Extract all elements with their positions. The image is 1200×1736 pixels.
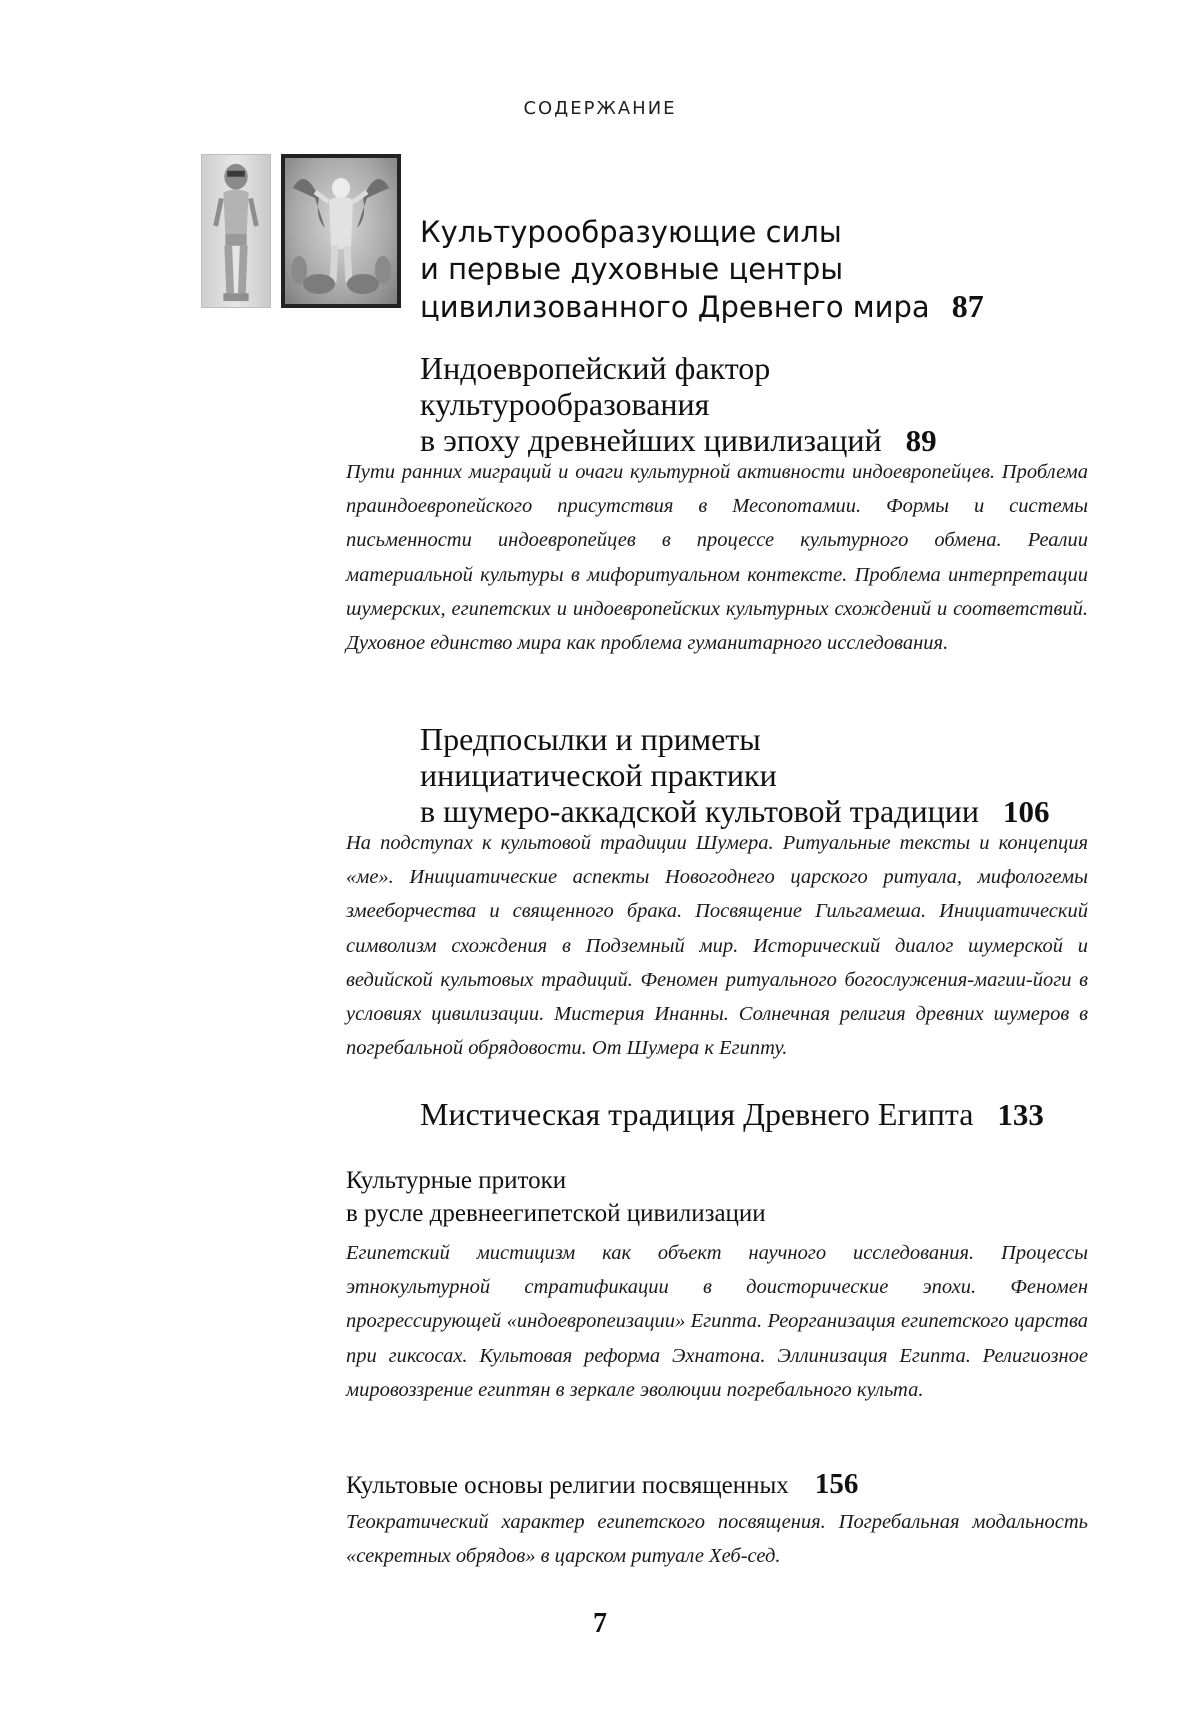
part-title-line: Культурообразующие силы: [420, 215, 842, 249]
chapter-page-number[interactable]: 89: [905, 423, 937, 458]
running-head: СОДЕРЖАНИЕ: [523, 98, 677, 119]
subsection-title-line: Культовые основы религии посвященных 156: [346, 1468, 859, 1500]
part-title: [420, 214, 1120, 326]
chapter-title-line: Мистическая традиция Древнего Египта 133: [420, 1096, 1044, 1132]
chapter-page-number[interactable]: 106: [1002, 794, 1050, 829]
chapter-title-line: инициатической практики: [420, 757, 777, 793]
chapter-title-line: в эпоху древнейших цивилизаций 89: [420, 422, 937, 458]
subsection-page-number[interactable]: 156: [814, 1468, 859, 1500]
subsection-title-line: в русле древнеегипетской цивилизации: [346, 1200, 766, 1227]
chapter-title-line: Предпосылки и приметы: [420, 721, 761, 757]
chapter-heading-1[interactable]: [420, 350, 937, 459]
chapter-abstract-1: Пути ранних миграций и очаги культурной активности индоевропейцев. Проблема праиндоевропейского присутствия в Месопотамии. Формы и системы письменности индоевропейцев в процессе культурного обмена. Реалии материальной культуры в мифоритуальном контексте. Проблема интерпретации шумерских, египетских и индоевропейских культурных схождений и соответствий. Духовное единство мира как проблема гуманитарного исследования.: [346, 461, 1088, 655]
chapter-page-number[interactable]: 133: [997, 1097, 1044, 1132]
figurine-illustration: [201, 154, 271, 308]
chapter-abstract-2: На подступах к культовой традиции Шумера. Ритуальные тексты и концепция «ме». Инициатические аспекты Новогоднего царского ритуала, мифологемы змееборчества и священного брака. Посвящение Гильгамеша. Инициатический символизм схождения в Подземный мир. Исторический диалог шумерской и ведийской культовых традиций. Феномен ритуального богослужения-магии-йоги в условиях цивилизации. Мистерия Инанны. Солнечная религия древних шумеров в погребальной обрядовости. От Шумера к Египту.: [346, 832, 1088, 1060]
chapter-title-line: в шумеро-аккадской культовой традиции 106: [420, 793, 1050, 829]
subsection-heading-2[interactable]: [346, 1468, 858, 1502]
part-title-line: и первые духовные центры: [420, 252, 844, 286]
chapter-heading-3[interactable]: [420, 1096, 1044, 1133]
subsection-title-line: Культурные притоки: [346, 1167, 567, 1194]
relief-illustration: [281, 154, 401, 308]
chapter-title-line: Индоевропейский фактор: [420, 350, 771, 386]
chapter-title-line: культурообразования: [420, 386, 710, 422]
page-number: 7: [593, 1608, 607, 1639]
chapter-heading-2[interactable]: [420, 721, 1049, 830]
subsection-heading-1[interactable]: [346, 1164, 766, 1230]
part-page-number[interactable]: 87: [951, 288, 984, 324]
part-title-line: цивилизованного Древнего мира 87: [420, 288, 984, 324]
subsection-abstract-1: Египетский мистицизм как объект научного исследования. Процессы этнокультурной стратификации в доисторические эпохи. Феномен прогрессирующей «индоевропеизации» Египта. Реорганизация египетского царства при гиксосах. Культовая реформа Эхнатона. Эллинизация Египта. Религиозное мировоззрение египтян в зеркале эволюции погребального культа.: [346, 1242, 1088, 1401]
subsection-abstract-2: Теократический характер египетского посвящения. Погребальная модальность «секретных обрядов» в царском ритуале Хеб-сед.: [346, 1511, 1088, 1568]
